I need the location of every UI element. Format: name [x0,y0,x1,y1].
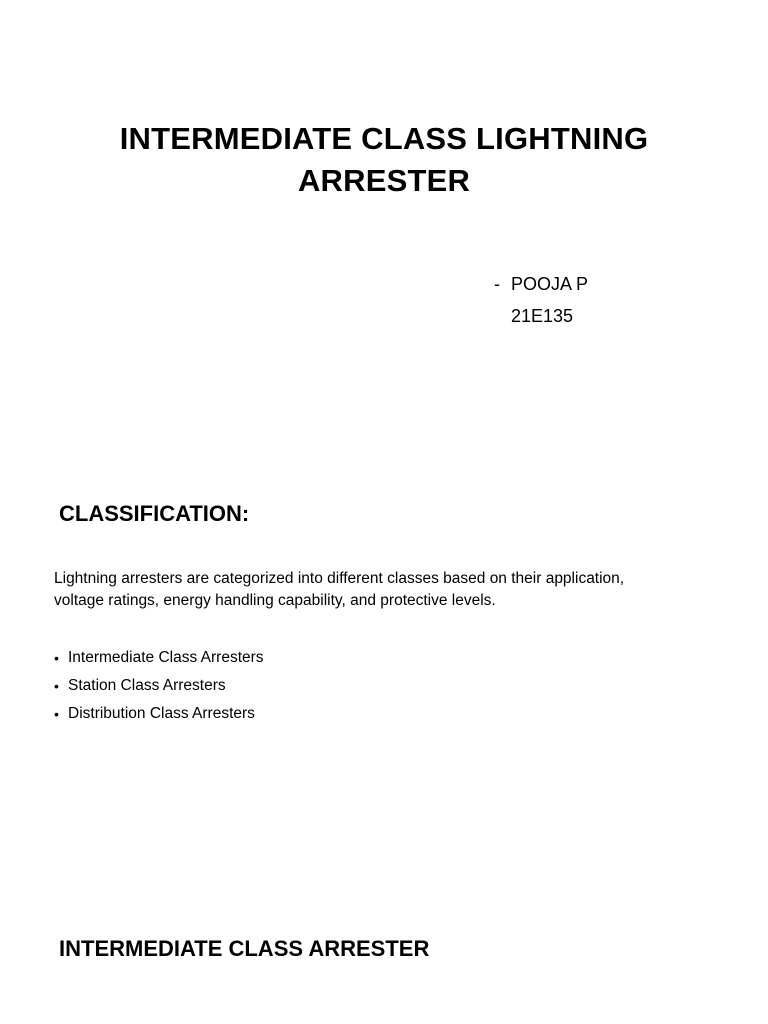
classification-heading: CLASSIFICATION: [59,501,250,526]
classification-list [54,647,264,731]
list-item [54,703,264,731]
bullet-icon: • [54,706,59,722]
page-title [60,118,708,202]
paragraph-line-2: voltage ratings, energy handling capability, and protective levels. [54,592,496,609]
paragraph-line-1: Lightning arresters are categorized into different classes based on their application, [54,570,625,587]
author-dash: - [494,274,500,294]
author-name-line [494,268,588,300]
author-block [494,268,588,332]
list-item [54,647,264,675]
bullet-icon: • [54,678,59,694]
list-item [54,675,264,703]
intermediate-class-heading: INTERMEDIATE CLASS ARRESTER [59,936,430,961]
list-item-text: Intermediate Class Arresters [68,649,264,666]
bullet-icon: • [54,650,59,666]
list-item-text: Distribution Class Arresters [68,705,255,722]
classification-paragraph [54,568,734,612]
title-line-1: INTERMEDIATE CLASS LIGHTNING [119,121,649,156]
list-item-text: Station Class Arresters [68,677,226,694]
title-line-2: ARRESTER [297,163,471,198]
author-name: POOJA P [511,274,589,294]
author-id: 21E135 [511,306,574,326]
